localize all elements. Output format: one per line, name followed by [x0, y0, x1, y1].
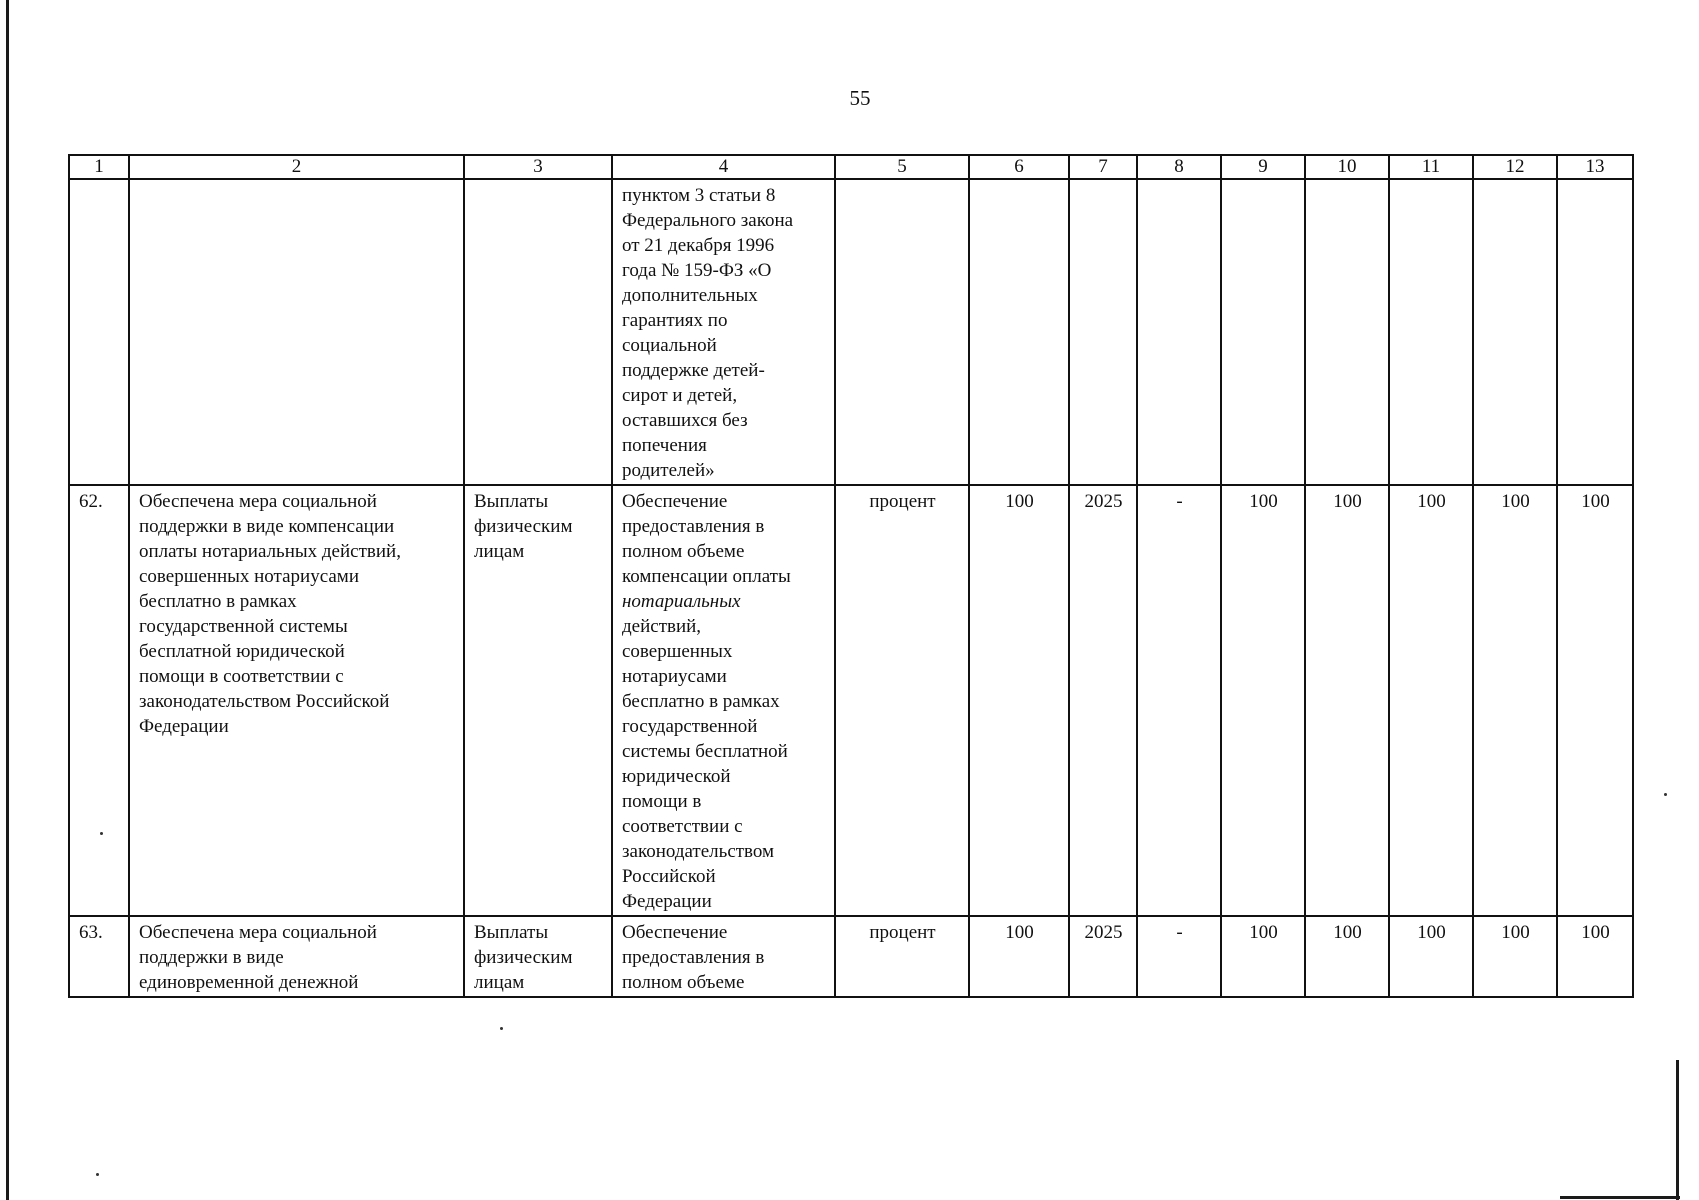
characteristic-cell — [612, 485, 835, 916]
table-cell — [1473, 179, 1557, 485]
base-value-cell: 100 — [969, 916, 1069, 997]
header-cell: 13 — [1557, 155, 1633, 179]
value-cell: 100 — [1473, 485, 1557, 916]
text-line: родителей» — [622, 460, 715, 481]
unit-cell: процент — [835, 916, 969, 997]
table-cell — [69, 179, 129, 485]
text-line: действий, — [622, 616, 702, 637]
table-cell — [969, 179, 1069, 485]
text-line: Выплаты — [474, 922, 549, 943]
text-line: совершенных нотариусами — [139, 566, 359, 587]
header-cell: 8 — [1137, 155, 1221, 179]
text-line: пунктом 3 статьи 8 — [622, 185, 776, 206]
text-line: юридической — [622, 766, 731, 787]
text-line: попечения — [622, 435, 707, 456]
text-line: поддержке детей- — [622, 360, 765, 381]
text-line: бесплатно в рамках — [139, 591, 297, 612]
text-line: государственной системы — [139, 616, 348, 637]
text-line: оставшихся без — [622, 410, 748, 431]
value-cell: - — [1137, 485, 1221, 916]
scan-speck — [100, 832, 103, 835]
text-line: года № 159-ФЗ «О — [622, 260, 772, 281]
header-cell: 5 — [835, 155, 969, 179]
header-cell: 4 — [612, 155, 835, 179]
value-cell: 100 — [1305, 485, 1389, 916]
text-line: предоставления в — [622, 947, 765, 968]
header-cell: 10 — [1305, 155, 1389, 179]
value-cell: 100 — [1389, 485, 1473, 916]
table-cell — [1221, 179, 1305, 485]
text-line: дополнительных — [622, 285, 758, 306]
text-line: государственной — [622, 716, 758, 737]
text-line: законодательством Российской — [139, 691, 390, 712]
text-line: полном объеме — [622, 972, 745, 993]
value-cell: 100 — [1473, 916, 1557, 997]
text-line: законодательством — [622, 841, 775, 862]
result-description-cell — [129, 916, 464, 997]
value-cell: 100 — [1557, 485, 1633, 916]
value-cell: 100 — [1221, 485, 1305, 916]
header-cell: 11 — [1389, 155, 1473, 179]
unit-cell: процент — [835, 485, 969, 916]
text-line: системы бесплатной — [622, 741, 788, 762]
text-line: Обеспечена мера социальной — [139, 922, 377, 943]
text-line: нотариальных — [622, 591, 741, 612]
indicator-table — [68, 154, 1634, 998]
column-number-row — [69, 155, 1633, 179]
table-cell — [1069, 179, 1137, 485]
header-cell: 7 — [1069, 155, 1137, 179]
text-line: предоставления в — [622, 516, 765, 537]
header-cell: 12 — [1473, 155, 1557, 179]
header-cell: 9 — [1221, 155, 1305, 179]
header-cell: 3 — [464, 155, 612, 179]
text-line: гарантиях по — [622, 310, 728, 331]
row-number: 63. — [69, 916, 129, 997]
table-row-62 — [69, 485, 1633, 916]
value-cell: 100 — [1221, 916, 1305, 997]
text-line: поддержки в виде — [139, 947, 284, 968]
value-cell: 100 — [1305, 916, 1389, 997]
text-line: бесплатно в рамках — [622, 691, 780, 712]
scan-speck — [1664, 793, 1667, 796]
text-line: бесплатной юридической — [139, 641, 345, 662]
text-line: Российской — [622, 866, 716, 887]
scan-speck — [96, 1173, 99, 1176]
result-type-cell — [464, 916, 612, 997]
continuation-row — [69, 179, 1633, 485]
table-cell — [835, 179, 969, 485]
text-line: физическим — [474, 947, 573, 968]
legal-basis-cell — [612, 179, 835, 485]
scan-speck — [500, 1027, 503, 1030]
text-line: Обеспечение — [622, 491, 728, 512]
scan-edge-bottom — [1560, 1196, 1680, 1199]
text-line: соответствии с — [622, 816, 743, 837]
text-line: полном объеме — [622, 541, 745, 562]
result-description-cell — [129, 485, 464, 916]
text-line: помощи в соответствии с — [139, 666, 344, 687]
text-line: социальной — [622, 335, 717, 356]
text-line: Выплаты — [474, 491, 549, 512]
row-number: 62. — [69, 485, 129, 916]
table-cell — [1305, 179, 1389, 485]
characteristic-cell — [612, 916, 835, 997]
table-cell — [1389, 179, 1473, 485]
header-cell: 1 — [69, 155, 129, 179]
table-cell — [464, 179, 612, 485]
text-line: Федерации — [622, 891, 712, 912]
scan-edge-right — [1676, 1060, 1679, 1200]
text-line: совершенных — [622, 641, 733, 662]
text-line: физическим — [474, 516, 573, 537]
text-line: лицам — [474, 972, 525, 993]
text-line: нотариусами — [622, 666, 727, 687]
value-cell: - — [1137, 916, 1221, 997]
text-line: компенсации оплаты — [622, 566, 791, 587]
text-line: единовременной денежной — [139, 972, 359, 993]
base-year-cell: 2025 — [1069, 916, 1137, 997]
text-line: поддержки в виде компенсации — [139, 516, 395, 537]
scan-edge-left — [6, 0, 9, 1200]
text-line: Обеспечение — [622, 922, 728, 943]
table-cell — [1137, 179, 1221, 485]
table-cell — [1557, 179, 1633, 485]
header-cell: 2 — [129, 155, 464, 179]
table-cell — [129, 179, 464, 485]
base-year-cell: 2025 — [1069, 485, 1137, 916]
text-line: оплаты нотариальных действий, — [139, 541, 401, 562]
page-number: 55 — [849, 86, 871, 110]
table-row-63 — [69, 916, 1633, 997]
text-line: сирот и детей, — [622, 385, 738, 406]
value-cell: 100 — [1557, 916, 1633, 997]
text-line: Федерального закона — [622, 210, 794, 231]
text-line: помощи в — [622, 791, 702, 812]
text-line: Федерации — [139, 716, 229, 737]
text-line: Обеспечена мера социальной — [139, 491, 377, 512]
text-line: лицам — [474, 541, 525, 562]
result-type-cell — [464, 485, 612, 916]
base-value-cell: 100 — [969, 485, 1069, 916]
text-line: от 21 декабря 1996 — [622, 235, 775, 256]
value-cell: 100 — [1389, 916, 1473, 997]
header-cell: 6 — [969, 155, 1069, 179]
